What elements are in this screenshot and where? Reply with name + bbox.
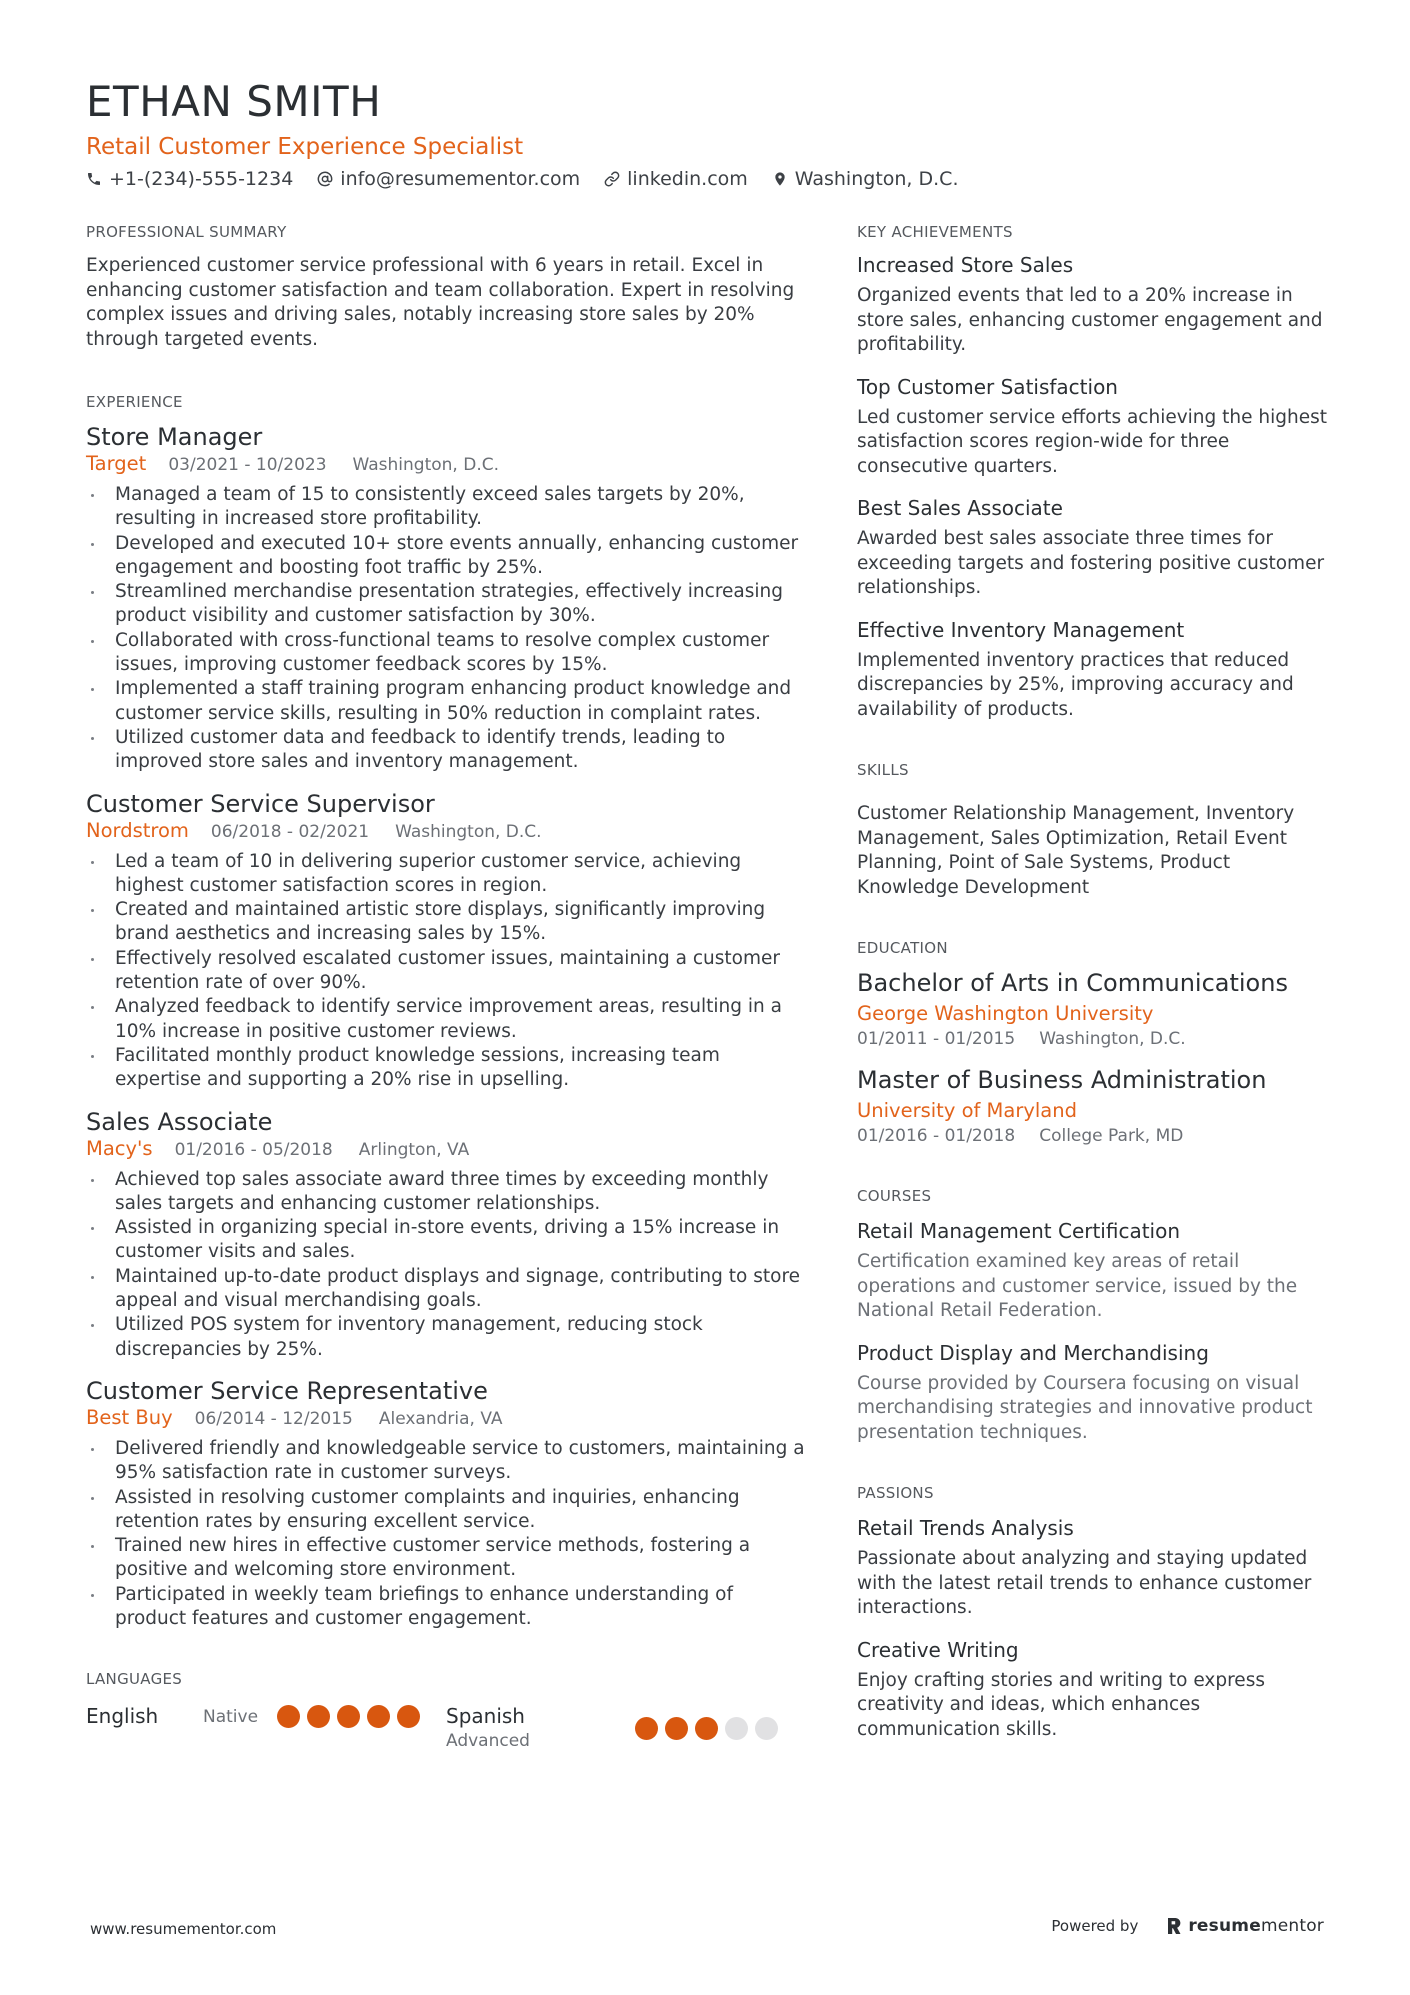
contact-location	[772, 166, 959, 192]
achievement-item	[857, 617, 1337, 723]
courses-section	[857, 1186, 1337, 1445]
job-location: Washington, D.C.	[395, 821, 542, 842]
candidate-title: Retail Customer Experience Specialist	[86, 134, 524, 160]
education-degree: Bachelor of Arts in Communications	[857, 969, 1288, 997]
passion-desc: Passionate about analyzing and staying updated with the latest retail trends to enhance customer interactions.	[857, 1548, 1312, 1618]
education-item	[857, 1065, 1337, 1148]
achievement-title: Top Customer Satisfaction	[857, 374, 1118, 399]
rating-dot-filled	[695, 1717, 718, 1740]
job-company: Nordstrom	[86, 818, 189, 842]
logo-text-light: mentor	[1260, 1916, 1324, 1936]
achievements-heading: KEY ACHIEVEMENTS	[857, 223, 1013, 241]
job-role: Customer Service Supervisor	[86, 789, 435, 818]
phone-text: +1-(234)-555-1234	[109, 168, 294, 190]
job-bullets	[86, 1168, 806, 1362]
rating-dot-filled	[635, 1717, 658, 1740]
summary-heading: PROFESSIONAL SUMMARY	[86, 223, 287, 241]
language-name: English	[86, 1704, 159, 1729]
languages-list	[86, 1703, 806, 1753]
courses-heading: COURSES	[857, 1187, 932, 1205]
rating-dot-filled	[337, 1705, 360, 1728]
email-text: info@resumementor.com	[340, 168, 581, 190]
job-bullet: Maintained up-to-date product displays and signage, contributing to store appeal and visual merchandising goals.	[86, 1265, 806, 1314]
job-location: Alexandria, VA	[378, 1408, 503, 1429]
achievement-item	[857, 374, 1337, 480]
course-desc: Course provided by Coursera focusing on visual merchandising strategies and innovative product presentation techniques.	[857, 1372, 1313, 1443]
language-rating	[277, 1705, 427, 1728]
right-column	[857, 222, 1337, 1742]
summary-text: Experienced customer service professional with 6 years in retail. Excel in enhancing customer satisfaction and team collaboration. Expert in resolving complex issues and driving sales, notably increasing store sales by 20% through targeted events.	[86, 255, 795, 350]
language-level: Native	[203, 1707, 259, 1728]
left-column	[86, 222, 806, 1753]
education-school: University of Maryland	[857, 1099, 1077, 1122]
link-icon	[604, 171, 620, 187]
education-school: George Washington University	[857, 1002, 1154, 1025]
course-item	[857, 1218, 1337, 1324]
passion-title: Creative Writing	[857, 1637, 1019, 1662]
job-dates: 06/2018 - 02/2021	[210, 821, 370, 842]
resume-header	[86, 76, 1326, 192]
job-bullet: Managed a team of 15 to consistently exceed sales targets by 20%, resulting in increased store profitability.	[86, 483, 806, 532]
job-entry	[86, 422, 806, 775]
languages-heading: LANGUAGES	[86, 1670, 183, 1689]
candidate-name: ETHAN SMITH	[86, 77, 382, 126]
achievement-title: Increased Store Sales	[857, 253, 1074, 277]
achievement-desc: Implemented inventory practices that reduced discrepancies by 25%, improving accuracy and availability of products.	[857, 649, 1294, 720]
job-bullets	[86, 1437, 806, 1631]
rating-dot-filled	[277, 1705, 300, 1728]
language-name-wrap	[446, 1703, 635, 1753]
job-bullet: Analyzed feedback to identify service improvement areas, resulting in a 10% increase in positive customer reviews.	[86, 995, 806, 1044]
education-heading: EDUCATION	[857, 939, 948, 957]
contact-bar	[86, 166, 1326, 192]
achievements-section	[857, 222, 1337, 722]
experience-heading: EXPERIENCE	[86, 393, 183, 411]
resumementor-logo-icon	[1166, 1917, 1182, 1935]
passions-heading: PASSIONS	[857, 1484, 934, 1502]
phone-icon	[86, 171, 102, 187]
course-desc: Certification examined key areas of retail operations and customer service, issued by the National Retail Federation.	[857, 1251, 1298, 1321]
summary-section	[86, 222, 806, 352]
job-bullet: Trained new hires in effective customer service methods, fostering a positive and welcoming store environment.	[86, 1534, 806, 1583]
job-role: Store Manager	[86, 423, 263, 451]
achievement-title: Effective Inventory Management	[857, 617, 1185, 642]
job-bullet: Collaborated with cross-functional teams to resolve complex customer issues, improving customer feedback scores by 15%.	[86, 629, 806, 678]
location-text: Washington, D.C.	[794, 168, 959, 190]
achievement-title: Best Sales Associate	[857, 496, 1063, 520]
education-meta	[857, 1027, 1337, 1051]
education-meta	[857, 1124, 1337, 1148]
skills-heading: SKILLS	[857, 761, 909, 779]
job-entry	[86, 1107, 806, 1362]
job-company: Macy's	[86, 1136, 153, 1160]
course-title: Product Display and Merchandising	[857, 1340, 1209, 1365]
language-rating	[635, 1717, 785, 1740]
job-bullet: Implemented a staff training program enhancing product knowledge and customer service skills, resulting in 50% reduction in complaint rates.	[86, 677, 806, 726]
passion-desc: Enjoy crafting stories and writing to express creativity and ideas, which enhances communication skills.	[857, 1669, 1265, 1740]
jobs-list	[86, 422, 806, 1631]
language-item	[446, 1703, 806, 1753]
job-bullet: Facilitated monthly product knowledge sessions, increasing team expertise and supporting a 20% rise in upselling.	[86, 1044, 806, 1093]
achievement-item	[857, 252, 1337, 358]
achievement-desc: Awarded best sales associate three times for exceeding targets and fostering positive customer relationships.	[857, 528, 1325, 598]
job-bullet: Achieved top sales associate award three times by exceeding monthly sales targets and enhancing customer relationships.	[86, 1168, 806, 1217]
job-bullet: Utilized POS system for inventory management, reducing stock discrepancies by 25%.	[86, 1313, 806, 1362]
job-role: Sales Associate	[86, 1107, 273, 1136]
job-bullet: Led a team of 10 in delivering superior customer service, achieving highest customer satisfaction scores in region.	[86, 850, 806, 899]
job-meta	[86, 819, 806, 844]
rating-dot-filled	[397, 1705, 420, 1728]
job-bullet: Assisted in organizing special in-store events, driving a 15% increase in customer visits and sales.	[86, 1216, 806, 1265]
at-sign-icon	[317, 171, 333, 187]
job-meta	[86, 452, 806, 477]
education-dates: 01/2016 - 01/2018	[857, 1126, 1016, 1146]
languages-section	[86, 1669, 806, 1753]
job-role: Customer Service Representative	[86, 1376, 488, 1405]
job-bullet: Effectively resolved escalated customer issues, maintaining a customer retention rate of over 90%.	[86, 947, 806, 996]
rating-dot-empty	[755, 1717, 778, 1740]
passion-item	[857, 1637, 1337, 1743]
rating-dot-filled	[665, 1717, 688, 1740]
passion-item	[857, 1515, 1337, 1621]
education-location: College Park, MD	[1039, 1126, 1184, 1146]
education-degree: Master of Business Administration	[857, 1066, 1267, 1094]
job-meta	[86, 1137, 806, 1162]
logo-text	[1188, 1916, 1324, 1936]
rating-dot-filled	[307, 1705, 330, 1728]
education-location: Washington, D.C.	[1039, 1029, 1186, 1049]
job-company: Best Buy	[86, 1405, 173, 1429]
job-dates: 03/2021 - 10/2023	[168, 455, 327, 475]
logo-text-bold: resume	[1188, 1916, 1261, 1936]
passion-title: Retail Trends Analysis	[857, 1516, 1074, 1540]
job-dates: 06/2014 - 12/2015	[194, 1408, 353, 1429]
language-name: Spanish	[446, 1704, 525, 1729]
footer-powered-by	[1051, 1916, 1324, 1936]
job-bullet: Utilized customer data and feedback to identify trends, leading to improved store sales and inventory management.	[86, 726, 806, 775]
contact-email[interactable]	[317, 166, 580, 192]
resumementor-logo[interactable]	[1166, 1916, 1324, 1936]
skills-text: Customer Relationship Management, Inventory Management, Sales Optimization, Retail Event Planning, Point of Sale Systems, Product Knowledge Development	[857, 803, 1295, 898]
job-bullets	[86, 483, 806, 775]
achievement-item	[857, 495, 1337, 601]
job-bullet: Participated in weekly team briefings to enhance understanding of product features and customer engagement.	[86, 1583, 806, 1632]
passions-section	[857, 1483, 1337, 1742]
job-bullet: Streamlined merchandise presentation strategies, effectively increasing product visibility and customer satisfaction by 30%.	[86, 580, 806, 629]
rating-dot-empty	[725, 1717, 748, 1740]
contact-linkedin[interactable]	[604, 166, 748, 192]
footer-website-link[interactable]: www.resumementor.com	[90, 1920, 277, 1938]
education-dates: 01/2011 - 01/2015	[857, 1029, 1016, 1049]
education-section	[857, 938, 1337, 1148]
job-entry	[86, 789, 806, 1093]
linkedin-text: linkedin.com	[627, 168, 748, 190]
contact-phone[interactable]	[86, 166, 293, 192]
job-location: Washington, D.C.	[352, 455, 500, 475]
job-bullets	[86, 850, 806, 1093]
education-item	[857, 968, 1337, 1051]
job-bullet: Assisted in resolving customer complaints and inquiries, enhancing retention rates by ensuring excellent service.	[86, 1486, 806, 1535]
job-location: Arlington, VA	[358, 1139, 470, 1160]
job-entry	[86, 1376, 806, 1631]
job-company: Target	[86, 452, 147, 475]
powered-by-label: Powered by	[1051, 1917, 1139, 1935]
skills-section	[857, 760, 1337, 900]
job-dates: 01/2016 - 05/2018	[174, 1139, 333, 1160]
language-item	[86, 1703, 446, 1753]
achievement-desc: Organized events that led to a 20% increase in store sales, enhancing customer engagement and profitability.	[857, 285, 1323, 355]
course-title: Retail Management Certification	[857, 1219, 1181, 1243]
language-level: Advanced	[446, 1731, 530, 1752]
location-pin-icon	[772, 171, 788, 187]
experience-section	[86, 392, 806, 1631]
job-bullet: Developed and executed 10+ store events annually, enhancing customer engagement and boosting foot traffic by 25%.	[86, 532, 806, 581]
rating-dot-filled	[367, 1705, 390, 1728]
achievement-desc: Led customer service efforts achieving the highest satisfaction scores region-wide for three consecutive quarters.	[857, 406, 1327, 477]
job-bullet: Created and maintained artistic store displays, significantly improving brand aesthetics and increasing sales by 15%.	[86, 898, 806, 947]
job-bullet: Delivered friendly and knowledgeable service to customers, maintaining a 95% satisfaction rate in customer surveys.	[86, 1437, 806, 1486]
job-meta	[86, 1406, 806, 1431]
course-item	[857, 1340, 1337, 1446]
